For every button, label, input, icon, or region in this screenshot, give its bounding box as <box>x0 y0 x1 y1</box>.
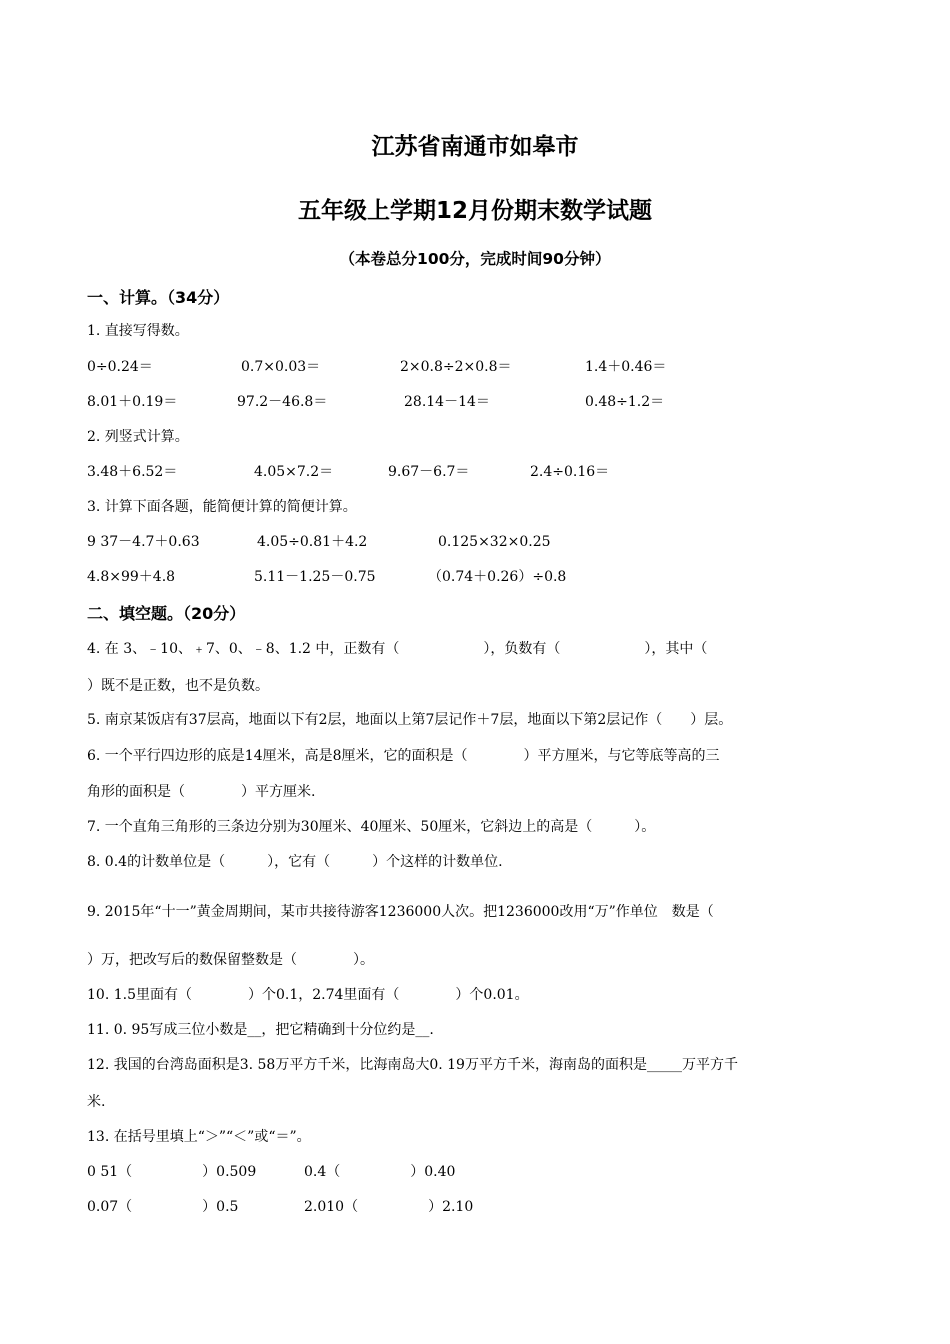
q12-line-1: 12. 我国的台湾岛面积是3. 58万平方千米，比海南岛大0. 19万平方千米，海南岛的面积是_____万平方千 <box>87 1057 738 1073</box>
q1-label: 1. 直接写得数。 <box>87 323 189 339</box>
q5: 5. 南京某饭店有37层高，地面以下有2层，地面以上第7层记作＋7层，地面以下第2层记作（ ）层。 <box>87 712 733 728</box>
q9-line-2: ）万，把改写后的数保留整数是（ ）。 <box>87 952 374 968</box>
q3-item: 5.11－1.25－0.75 <box>254 569 376 585</box>
q3-item: 0.125×32×0.25 <box>438 534 551 550</box>
q12-line-2: 米. <box>87 1094 106 1110</box>
q8: 8. 0.4的计数单位是（ ），它有（ ）个这样的计数单位. <box>87 854 503 870</box>
q3-item: （0.74＋0.26）÷0.8 <box>428 569 567 585</box>
section-2-heading: 二、填空题。（20分） <box>87 604 246 623</box>
q11: 11. 0. 95写成三位小数是__，把它精确到十分位约是__. <box>87 1022 434 1038</box>
q3-item: 4.8×99＋4.8 <box>87 569 176 585</box>
q2-item: 4.05×7.2＝ <box>254 464 334 480</box>
q2-label: 2. 列竖式计算。 <box>87 429 189 445</box>
exam-subtitle: （本卷总分100分，完成时间90分钟） <box>339 250 611 268</box>
q13-label: 13. 在括号里填上“＞”“＜”或“＝”。 <box>87 1129 311 1145</box>
q1-item: 1.4＋0.46＝ <box>585 359 667 375</box>
exam-title-region: 江苏省南通市如皋市 <box>371 134 579 160</box>
q2-item: 2.4÷0.16＝ <box>530 464 610 480</box>
q2-item: 9.67－6.7＝ <box>388 464 470 480</box>
q1-item: 0.48÷1.2＝ <box>585 394 665 410</box>
exam-title-subject: 五年级上学期12月份期末数学试题 <box>297 198 652 224</box>
q6-line-2: 角形的面积是（ ）平方厘米. <box>87 784 316 800</box>
q4-line-2: ）既不是正数，也不是负数。 <box>87 678 269 694</box>
q1-item: 28.14－14＝ <box>404 394 490 410</box>
q3-item: 4.05÷0.81＋4.2 <box>257 534 368 550</box>
q1-item: 0÷0.24＝ <box>87 359 153 375</box>
q3-item: 9 37－4.7＋0.63 <box>87 534 200 550</box>
q7: 7. 一个直角三角形的三条边分别为30厘米、40厘米、50厘米，它斜边上的高是（ ）。 <box>87 819 656 835</box>
q1-item: 2×0.8÷2×0.8＝ <box>400 359 512 375</box>
q1-item: 97.2－46.8＝ <box>237 394 328 410</box>
q10: 10. 1.5里面有（ ）个0.1，2.74里面有（ ）个0.01。 <box>87 987 529 1003</box>
q1-item: 0.7×0.03＝ <box>241 359 321 375</box>
q4-line-1: 4. 在 3、﹣10、﹢7、0、﹣8、1.2 中，正数有（ ），负数有（ ），其中（ <box>87 641 708 657</box>
section-1-heading: 一、计算。（34分） <box>87 288 230 307</box>
q13-item: 0 51（ ）0.509 <box>87 1164 257 1180</box>
q1-item: 8.01＋0.19＝ <box>87 394 178 410</box>
q3-label: 3. 计算下面各题，能简便计算的简便计算。 <box>87 499 357 515</box>
q2-item: 3.48＋6.52＝ <box>87 464 178 480</box>
q13-item: 0.07（ ）0.5 <box>87 1199 239 1215</box>
q6-line-1: 6. 一个平行四边形的底是14厘米，高是8厘米，它的面积是（ ）平方厘米，与它等底等高的三 <box>87 748 720 764</box>
q13-item: 2.010（ ）2.10 <box>304 1199 474 1215</box>
q13-item: 0.4（ ）0.40 <box>304 1164 456 1180</box>
q9-line-1: 9. 2015年“十一”黄金周期间，某市共接待游客1236000人次。把1236000改用“万”作单位 数是（ <box>87 904 714 920</box>
